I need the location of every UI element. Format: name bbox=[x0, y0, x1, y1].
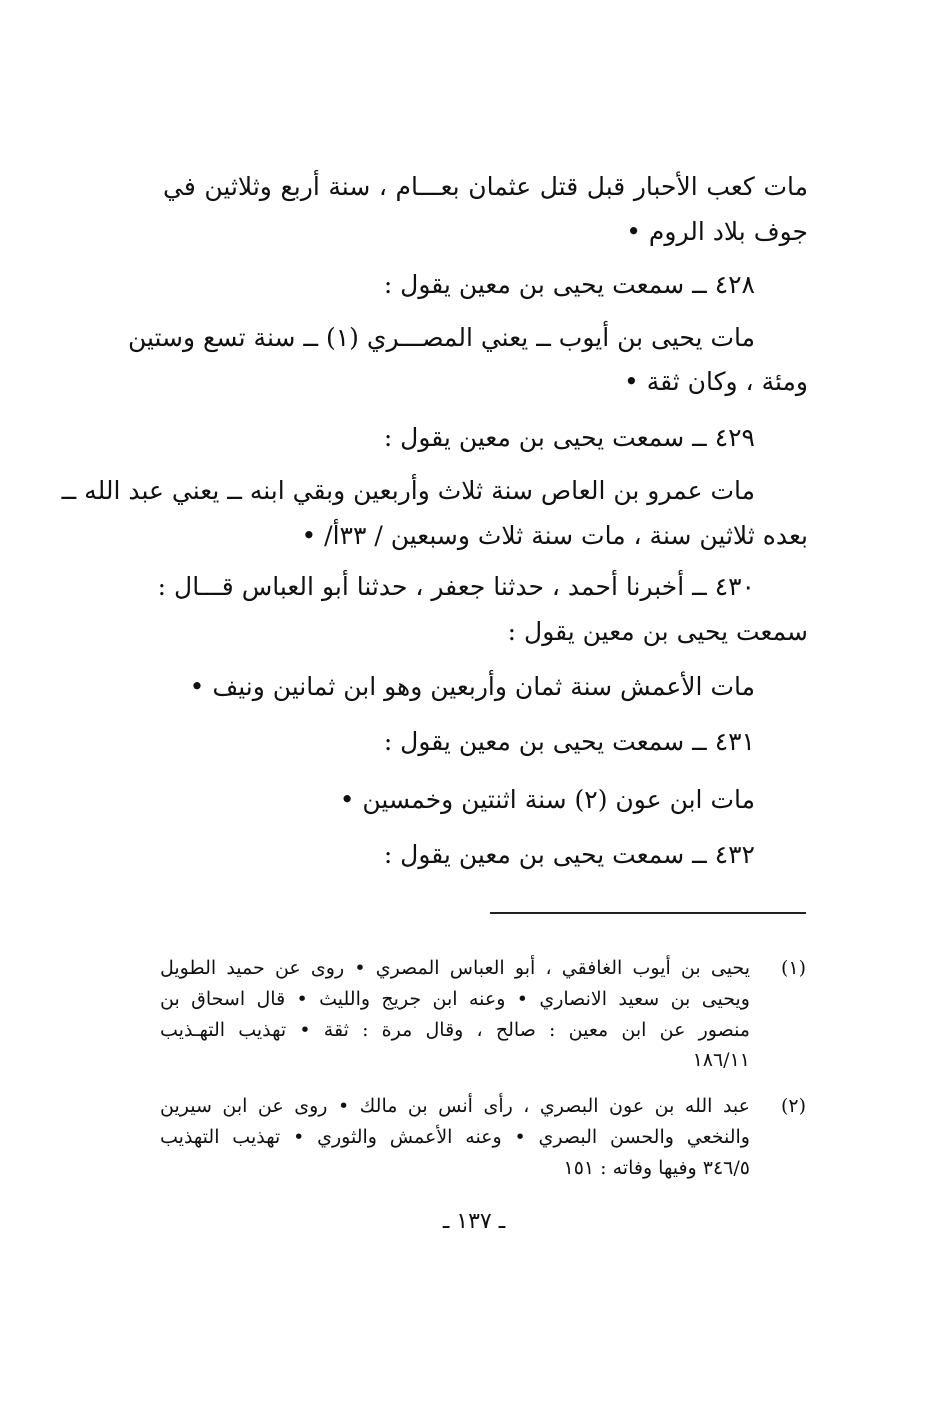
footnote-1-line-2: ويحيى بن سعيد الانصاري • وعنه ابن جريج والليث • قال اسحاق بن bbox=[160, 988, 750, 1010]
body-line-10: سمعت يحيى بن معين يقول : bbox=[507, 617, 808, 646]
page-number: ـ ١٣٧ ـ bbox=[442, 1209, 506, 1234]
entry-heading-428: ٤٢٨ ــ سمعت يحيى بن معين يقول : bbox=[383, 270, 755, 299]
body-line-5: ومئة ، وكان ثقة • bbox=[624, 367, 808, 396]
footnote-2-line-1: عبد الله بن عون البصري ، رأى أنس بن مالك • روى عن ابن سيرين bbox=[160, 1095, 750, 1117]
footnote-2-number: (٢) bbox=[780, 1095, 806, 1117]
entry-heading-431: ٤٣١ ــ سمعت يحيى بن معين يقول : bbox=[383, 727, 755, 756]
entry-heading-429: ٤٢٩ ــ سمعت يحيى بن معين يقول : bbox=[383, 423, 755, 452]
footnote-1-line-4: ١٨٦/١١ bbox=[692, 1049, 750, 1071]
footnote-separator bbox=[490, 912, 806, 914]
body-line-8: بعده ثلاثين سنة ، مات سنة ثلاث وسبعين / ٣٣أ/ • bbox=[301, 521, 808, 550]
body-line-7: مات عمرو بن العاص سنة ثلاث وأربعين وبقي ابنه ــ يعني عبد الله ــ bbox=[61, 476, 755, 505]
entry-heading-430: ٤٣٠ ــ أخبرنا أحمد ، حدثنا جعفر ، حدثنا أبو العباس قـــال : bbox=[157, 572, 755, 601]
footnote-1-line-3: منصور عن ابن معين : صالح ، وقال مرة : ثقة • تهذيب التهـذيب bbox=[160, 1019, 750, 1041]
entry-heading-432: ٤٣٢ ــ سمعت يحيى بن معين يقول : bbox=[383, 840, 755, 869]
footnote-1-number: (١) bbox=[780, 957, 806, 979]
body-line-4: مات يحيى بن أيوب ــ يعني المصـــري (١) ــ سنة تسع وستين bbox=[127, 323, 755, 352]
footnote-2-line-2: والنخعي والحسن البصري • وعنه الأعمش والثوري • تهذيب التهذيب bbox=[160, 1126, 750, 1148]
footnote-1-line-1: يحيى بن أيوب الغافقي ، أبو العباس المصري • روى عن حميد الطويل bbox=[160, 957, 750, 979]
body-line-2: جوف بلاد الروم • bbox=[626, 217, 808, 246]
footnote-2-line-3: ٣٤٦/٥ وفيها وفاته : ١٥١ bbox=[563, 1157, 750, 1179]
body-line-1: مات كعب الأحبار قبل قتل عثمان بعـــام ، سنة أربع وثلاثين في bbox=[163, 172, 808, 201]
body-line-11: مات الأعمش سنة ثمان وأربعين وهو ابن ثمانين ونيف • bbox=[189, 672, 755, 701]
body-line-13: مات ابن عون (٢) سنة اثنتين وخمسين • bbox=[339, 785, 755, 814]
